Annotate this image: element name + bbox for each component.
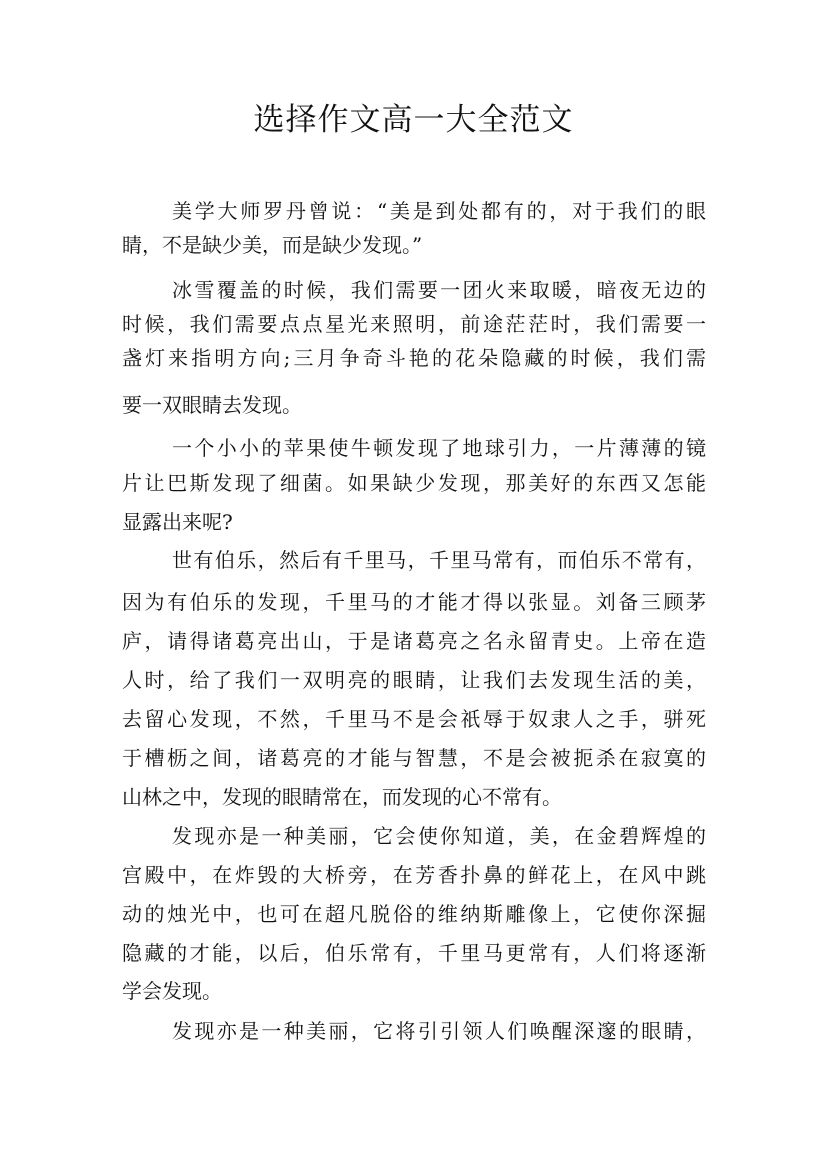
paragraph-line: 发现亦是一种美丽，它会使你知道，美，在金碧辉煌的 xyxy=(172,824,706,848)
paragraph-line: 隐藏的才能，以后，伯乐常有，千里马更常有，人们将逐渐 xyxy=(122,941,706,965)
paragraph-line: 时候，我们需要点点星光来照明，前途茫茫时，我们需要一 xyxy=(122,312,706,336)
paragraph-line: 睛，不是缺少美，而是缺少发现。” xyxy=(122,233,423,257)
paragraph-line: 动的烛光中，也可在超凡脱俗的维纳斯雕像上，它使你深掘 xyxy=(122,902,706,926)
paragraph-line: 盏灯来指明方向;三月争奇斗艳的花朵隐藏的时候，我们需 xyxy=(122,346,706,370)
paragraph-line: 要一双眼睛去发现。 xyxy=(122,393,302,417)
paragraph-line: 人时，给了我们一双明亮的眼睛，让我们去发现生活的美， xyxy=(122,668,706,692)
paragraph-line: 学会发现。 xyxy=(122,979,222,1003)
paragraph-line: 发现亦是一种美丽，它将引引领人们唤醒深邃的眼睛， xyxy=(172,1019,706,1043)
paragraph-line: 世有伯乐，然后有千里马，千里马常有，而伯乐不常有， xyxy=(172,548,706,572)
paragraph-line: 庐，请得诸葛亮出山，于是诸葛亮之名永留青史。上帝在造 xyxy=(122,629,706,653)
paragraph-line: 显露出来呢? xyxy=(122,510,233,534)
paragraph-line: 美学大师罗丹曾说：“美是到处都有的，对于我们的眼 xyxy=(172,199,706,223)
page-title: 选择作文高一大全范文 xyxy=(253,102,574,138)
paragraph-line: 因为有伯乐的发现，千里马的才能才得以张显。刘备三顾茅 xyxy=(122,590,706,614)
paragraph-line: 冰雪覆盖的时候，我们需要一团火来取暖，暗夜无边的 xyxy=(172,278,706,302)
paragraph-line: 一个小小的苹果使牛顿发现了地球引力，一片薄薄的镜 xyxy=(172,436,706,460)
paragraph-line: 山林之中，发现的眼睛常在，而发现的心不常有。 xyxy=(122,785,562,809)
paragraph-line: 宫殿中，在炸毁的大桥旁，在芳香扑鼻的鲜花上，在风中跳 xyxy=(122,863,706,887)
paragraph-line: 片让巴斯发现了细菌。如果缺少发现，那美好的东西又怎能 xyxy=(122,471,706,495)
paragraph-line: 去留心发现，不然，千里马不是会祇辱于奴隶人之手，骈死 xyxy=(122,707,706,731)
paragraph-line: 于槽枥之间，诸葛亮的才能与智慧，不是会被扼杀在寂寞的 xyxy=(122,746,706,770)
